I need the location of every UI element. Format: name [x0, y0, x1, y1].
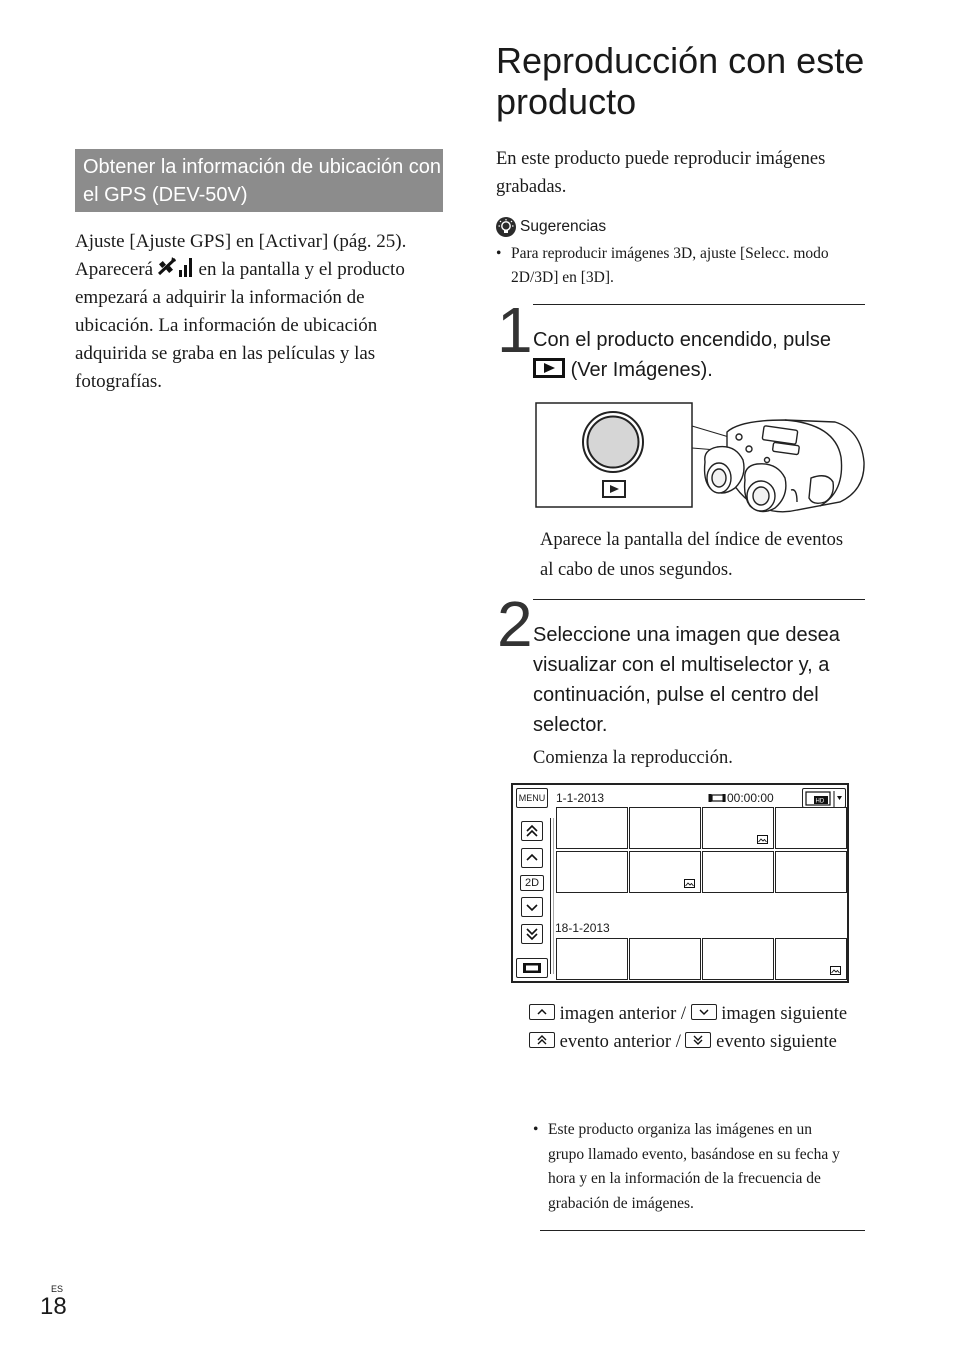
screen-date-1: 1-1-2013 — [556, 791, 605, 805]
hd-image-quality-icon — [803, 789, 847, 809]
step1-text — [533, 325, 853, 385]
tips-heading-label: Sugerencias — [520, 218, 607, 235]
step2-divider — [533, 599, 865, 600]
step1-result: Aparece la pantalla del índice de eventos al cabo de unos segundos. — [540, 530, 844, 580]
note-bullet: • — [533, 1121, 539, 1138]
thumbnail[interactable] — [702, 851, 774, 893]
thumbnail[interactable] — [775, 938, 847, 980]
view-images-icon — [533, 358, 565, 378]
next-event-button[interactable] — [521, 924, 543, 944]
legend-prev-event: evento anterior / — [559, 1032, 681, 1052]
thumbnail[interactable] — [556, 851, 628, 893]
note-text: Este producto organiza las imágenes en un grupo llamado evento, basándose en su fecha y hora y en la información de la frecuencia de grabación de imágenes. — [548, 1121, 840, 1212]
gps-section-heading: Obtener la información de ubicación con el GPS (DEV-50V) — [75, 149, 443, 212]
step1-number: 1 — [497, 294, 533, 366]
chevron-down-key-icon — [691, 1004, 717, 1020]
view-mode-button[interactable] — [802, 788, 846, 808]
double-chevron-up-key-icon — [529, 1032, 555, 1048]
photo-icon — [830, 966, 841, 975]
thumbnail[interactable] — [702, 938, 774, 980]
tips-item — [496, 242, 866, 290]
intro-text: En este producto puede reproducir imágenes grabadas. — [496, 149, 826, 197]
gps-body-text-1: Ajuste [Ajuste GPS] en [Activar] (pág. 25). Aparecerá — [75, 231, 407, 280]
step1-text-after: (Ver Imágenes). — [570, 359, 713, 381]
step2-number: 2 — [497, 588, 533, 660]
step2-result: Comienza la reproducción. — [533, 748, 733, 768]
tips-heading — [496, 217, 606, 237]
camera-body — [705, 420, 864, 512]
thumbnail[interactable] — [775, 807, 847, 849]
screen-scrollbar[interactable] — [550, 818, 554, 974]
page-number: 18 — [40, 1293, 67, 1320]
gps-body-text-2: en la pantalla y el producto empezará a adquirir la información de ubicación. La información de ubicación adquirida se graba en las películas y las fotografías. — [75, 259, 405, 392]
screen-time-value: 00:00:00 — [727, 791, 774, 805]
thumbnail[interactable] — [629, 807, 701, 849]
movie-counter-icon — [708, 793, 726, 803]
section-end-divider — [540, 1230, 865, 1231]
previous-image-button[interactable] — [521, 848, 543, 868]
chevron-up-icon — [522, 849, 542, 867]
tip-lightbulb-icon — [496, 217, 516, 237]
tips-bullet: • — [496, 245, 502, 262]
double-chevron-down-key-icon — [685, 1032, 711, 1048]
navigation-legend — [529, 1000, 849, 1056]
chevron-up-key-icon — [529, 1004, 555, 1020]
photo-icon — [757, 835, 768, 844]
movie-photo-toggle-button[interactable] — [516, 958, 548, 978]
screen-time — [708, 791, 774, 805]
thumbnail[interactable] — [629, 938, 701, 980]
camera-diagram — [535, 402, 867, 520]
legend-next-event: evento siguiente — [716, 1032, 837, 1052]
svg-text:HD: HD — [815, 798, 825, 805]
event-note — [533, 1118, 848, 1216]
thumbnail[interactable] — [629, 851, 701, 893]
step1-text-before: Con el producto encendido, pulse — [533, 329, 831, 351]
photo-icon — [684, 879, 695, 888]
legend-prev-image: imagen anterior / — [559, 1004, 686, 1024]
chevron-down-icon — [522, 898, 542, 916]
view-images-button — [588, 417, 639, 468]
tips-item-text: Para reproducir imágenes 3D, ajuste [Selecc. modo 2D/3D] en [3D]. — [511, 245, 829, 286]
step2-text: Seleccione una imagen que desea visualizar con el multiselector y, a continuación, pulse el centro del selector. — [533, 624, 840, 736]
gps-section-body — [75, 228, 447, 396]
step1-divider — [533, 304, 865, 305]
thumbnail[interactable] — [775, 851, 847, 893]
screen-date-2: 18-1-2013 — [555, 921, 610, 935]
thumbnail[interactable] — [556, 938, 628, 980]
film-strip-icon — [517, 959, 547, 977]
next-image-button[interactable] — [521, 897, 543, 917]
language-code: ES — [51, 1284, 64, 1294]
double-chevron-up-icon — [522, 822, 542, 840]
menu-button[interactable]: MENU — [516, 788, 548, 808]
page-title: Reproducción con este producto — [496, 40, 865, 122]
double-chevron-down-icon — [522, 925, 542, 943]
2d-3d-mode-button[interactable]: 2D — [520, 875, 544, 891]
thumbnail[interactable] — [702, 807, 774, 849]
gps-signal-icon — [158, 256, 194, 278]
legend-next-image: imagen siguiente — [721, 1004, 848, 1024]
thumbnail[interactable] — [556, 807, 628, 849]
previous-event-button[interactable] — [521, 821, 543, 841]
